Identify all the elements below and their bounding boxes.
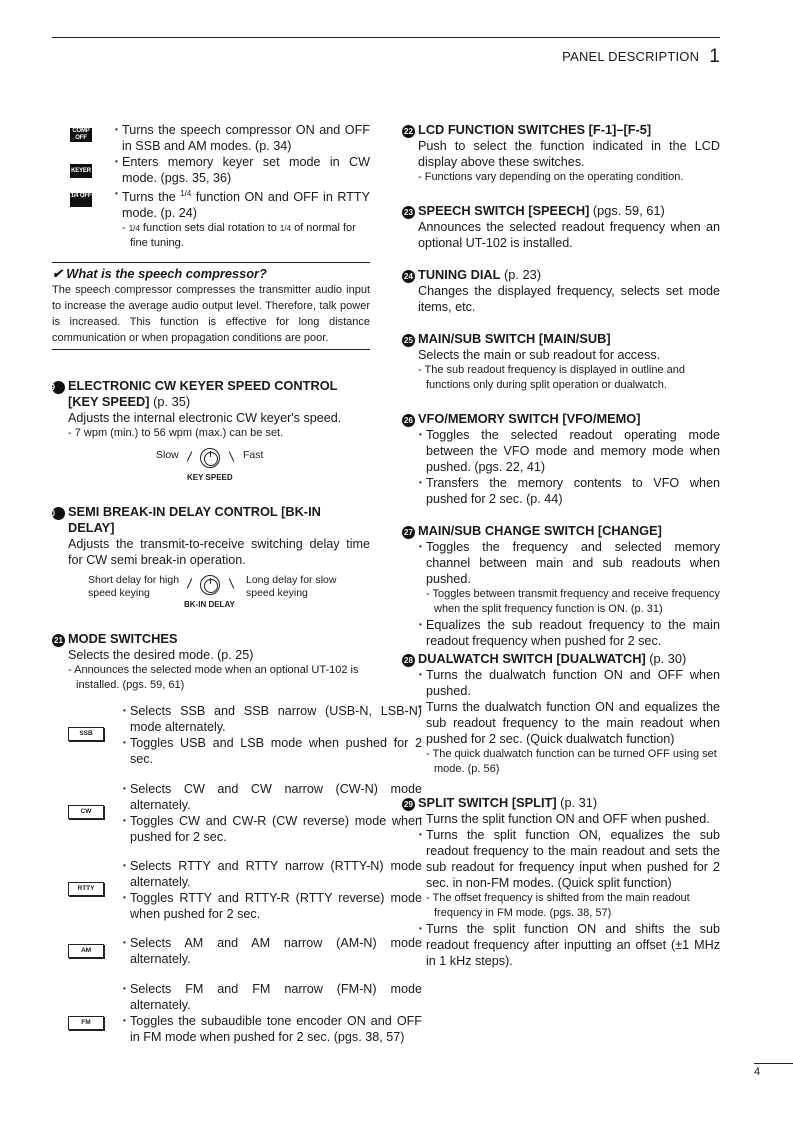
sidebar-title-text: What is the speech compressor? [66,266,267,281]
icon-switch-block [52,122,370,256]
section-29-number: 29 [402,798,415,811]
section-19-page: (p. 35) [149,394,191,409]
icon-descriptions [114,122,370,251]
section-23 [402,203,720,251]
sidebar-text: The speech compressor compresses the transmitter audio input to increase the average audio output level. Therefore, talk power is increased. This function is effective for long distance communication or when propagation conditions are poor. [52,284,370,344]
section-28-note: - The quick dualwatch function can be turned OFF using set mode. (p. 56) [426,748,717,775]
section-19-number: 19 [52,381,65,394]
quarter-note-a: - [122,222,129,235]
section-21-note: - Announces the selected mode when an optional UT-102 is installed. (pgs. 59, 61) [68,664,359,691]
fm-key-icon: FM [68,1016,104,1030]
long-tick [229,578,235,588]
section-25-number: 25 [402,334,415,347]
section-20-number: 20 [52,507,65,520]
section-29-note: - The offset frequency is shifted from the main readout frequency in FM mode. (pgs. 38, 57) [426,892,690,919]
rtty-bullet-2: • Toggles RTTY and RTTY-R (RTTY reverse) mode when pushed for 2 sec. [122,890,422,922]
section-24-page: (p. 23) [500,267,542,282]
section-26-bullet-1: • Toggles the selected readout operating mode between the VFO mode and memory mode when pushed. (pgs. 22, 41) [418,427,720,475]
rtty-bullet-1: • Selects RTTY and RTTY narrow (RTTY-N) mode alternately. [122,858,422,890]
section-28-title [402,651,720,667]
frac-1: 1/4 [180,189,192,198]
section-21-number: 21 [52,634,65,647]
long-delay-label: Long delay for slow speed keying [246,574,337,599]
section-24-number: 24 [402,270,415,283]
rtty-key-icon: RTTY [68,882,104,896]
comp-description: • Turns the speech compressor ON and OFF in SSB and AM modes. (p. 34) [114,122,370,154]
section-24-title-text: TUNING DIAL [418,267,501,282]
section-24-desc: Changes the displayed frequency, selects set mode items, etc. [418,284,720,314]
section-22-number: 22 [402,125,415,138]
section-19-desc: Adjusts the internal electronic CW keyer's speed. [68,411,342,425]
section-26-title [402,411,720,427]
section-23-page: (pgs. 59, 61) [589,203,665,218]
section-27-title [402,523,720,539]
section-19-note: - 7 wpm (min.) to 56 wpm (max.) can be set. [68,427,284,439]
section-25 [402,331,720,393]
fast-label: Fast [243,449,264,461]
quarter-desc-b: function ON and OFF in RTTY mode. (p. 24) [122,190,370,221]
keyer-icon-label: KEYER [71,168,91,174]
check-icon: ✔ [52,266,63,281]
section-22 [402,122,720,185]
section-22-desc: Push to select the function indicated in the LCD display above these switches. [418,139,720,169]
am-key-icon: AM [68,944,104,958]
speech-compressor-sidebar [52,262,370,350]
fm-bullet-1: • Selects FM and FM narrow (FM-N) mode alternately. [122,981,422,1013]
section-28-bullet-2: • Turns the dualwatch function ON and equalizes the sub readout frequency to the main readout when pushed for 2 sec. (Quick dualwatch function) [418,699,720,747]
section-23-desc: Announces the selected readout frequency when an optional UT-102 is installed. [418,220,720,250]
section-27-bullet-2: • Equalizes the sub readout frequency to the main readout frequency when pushed for 2 sec. [418,617,720,649]
section-21-title [52,631,370,647]
section-29-title [402,795,720,811]
ssb-key-desc [122,703,422,767]
quarter-note [122,221,370,251]
key-speed-knob-label: KEY SPEED [187,473,233,482]
section-21-title-text: MODE SWITCHES [68,631,178,646]
section-20-desc: Adjusts the transmit-to-receive switching delay time for CW semi break-in operation. [68,537,370,567]
section-24 [402,267,720,315]
ssb-bullet-2: • Toggles USB and LSB mode when pushed for 2 sec. [122,735,422,767]
section-25-note: - The sub readout frequency is displayed in outline and functions only during split operation or dualwatch. [418,364,686,391]
section-25-desc: Selects the main or sub readout for access. [418,348,661,362]
section-26 [402,411,720,507]
bk-in-delay-knob-label: BK-IN DELAY [184,600,235,609]
section-25-title [402,331,720,347]
bk-in-delay-knob-icon [200,575,220,595]
section-28-number: 28 [402,654,415,667]
section-22-note: - Functions vary depending on the operating condition. [418,171,684,183]
bk-in-delay-knob-figure [52,568,370,614]
section-23-title-text: SPEECH SWITCH [SPEECH] [418,203,590,218]
short-tick [187,578,193,588]
section-28-title-text: DUALWATCH SWITCH [DUALWATCH] [418,651,646,666]
section-19 [46,378,370,485]
quarter-note-c: of normal for fine tuning. [130,222,356,250]
section-29 [402,795,720,969]
quarter-off-icon [70,193,92,207]
section-26-bullet-2: • Transfers the memory contents to VFO when pushed for 2 sec. (p. 44) [418,475,720,507]
section-29-title-text: SPLIT SWITCH [SPLIT] [418,795,557,810]
section-22-title [402,122,720,138]
quarter-icon-label: 1/4 OFF [70,193,92,199]
section-28 [402,651,720,777]
am-bullet-1: • Selects AM and AM narrow (AM-N) mode alternately. [122,935,422,967]
cw-key-icon: CW [68,805,104,819]
quarter-description [114,186,370,221]
slow-label: Slow [156,449,179,461]
section-20 [46,504,370,614]
comp-icon-label: COMP OFF [72,128,90,141]
section-27-title-text: MAIN/SUB CHANGE SWITCH [CHANGE] [418,523,662,538]
section-19-title [46,378,370,410]
fm-key-desc [122,981,422,1045]
quarter-note-b: function sets dial rotation to [139,222,280,235]
section-22-title-text: LCD FUNCTION SWITCHES [F-1]–[F-5] [418,122,652,137]
sidebar-title [52,265,370,282]
cw-bullet-2: • Toggles CW and CW-R (CW reverse) mode when pushed for 2 sec. [122,813,422,845]
chapter-number: 1 [709,46,720,67]
section-26-title-text: VFO/MEMORY SWITCH [VFO/MEMO] [418,411,641,426]
section-29-bullet-3: • Turns the split function ON and shifts the sub readout frequency after inputting an offset (±1 MHz in 1 kHz steps). [418,921,720,969]
section-27-bullet-1: • Toggles the frequency and selected memory channel between main and sub readouts when pushed. [418,539,720,587]
key-speed-knob-figure [52,441,370,485]
ssb-key-icon: SSB [68,727,104,741]
page-number: 4 [754,1066,761,1078]
header-rule [52,37,720,38]
comp-off-icon [70,128,92,142]
section-20-title-text: SEMI BREAK-IN DELAY CONTROL [BK-IN DELAY] [68,504,321,535]
section-23-number: 23 [402,206,415,219]
section-27-number: 27 [402,526,415,539]
slow-tick [187,451,193,461]
page-header [562,46,720,68]
section-28-bullet-1: • Turns the dualwatch function ON and OFF when pushed. [418,667,720,699]
am-key-desc [122,935,422,967]
fm-bullet-2: • Toggles the subaudible tone encoder ON and OFF in FM mode when pushed for 2 sec. (pgs. 38, 57) [122,1013,422,1045]
section-title: PANEL DESCRIPTION [562,49,700,64]
cw-key-desc [122,781,422,845]
keyer-description: • Enters memory keyer set mode in CW mode. (pgs. 35, 36) [114,154,370,186]
keyer-icon [70,164,92,178]
short-delay-label: Short delay for high speed keying [88,574,180,599]
rtty-key-desc [122,858,422,922]
section-20-title [46,504,370,536]
section-26-number: 26 [402,414,415,427]
section-24-title [402,267,720,283]
section-21 [52,631,370,693]
ssb-bullet-1: • Selects SSB and SSB narrow (USB-N, LSB-N) mode alternately. [122,703,422,735]
section-28-page: (p. 30) [645,651,687,666]
key-speed-knob-icon [200,448,220,468]
quarter-desc-a: Turns the [122,190,181,205]
section-21-desc: Selects the desired mode. (p. 25) [68,648,254,662]
section-27-note: - Toggles between transmit frequency and receive frequency when the split frequency function is ON. (p. 31) [426,588,720,615]
fast-tick [229,451,235,461]
section-23-title [402,203,720,219]
cw-bullet-1: • Selects CW and CW narrow (CW-N) mode alternately. [122,781,422,813]
section-27 [402,523,720,649]
frac-2: 1/4 [128,224,140,234]
section-29-bullet-1: • Turns the split function ON and OFF when pushed. [418,811,720,827]
section-25-title-text: MAIN/SUB SWITCH [MAIN/SUB] [418,331,611,346]
frac-3: 1/4 [279,224,292,234]
section-29-bullet-2: • Turns the split function ON, equalizes the sub readout frequency to the main readout and sets the sub readout for frequency input when pushed for 2 sec. in non-FM modes. (Quick split function) [418,827,720,891]
section-19-title-text: ELECTRONIC CW KEYER SPEED CONTROL [KEY SPEED] [68,378,338,409]
footer-rule [754,1063,793,1064]
section-29-page: (p. 31) [556,795,598,810]
